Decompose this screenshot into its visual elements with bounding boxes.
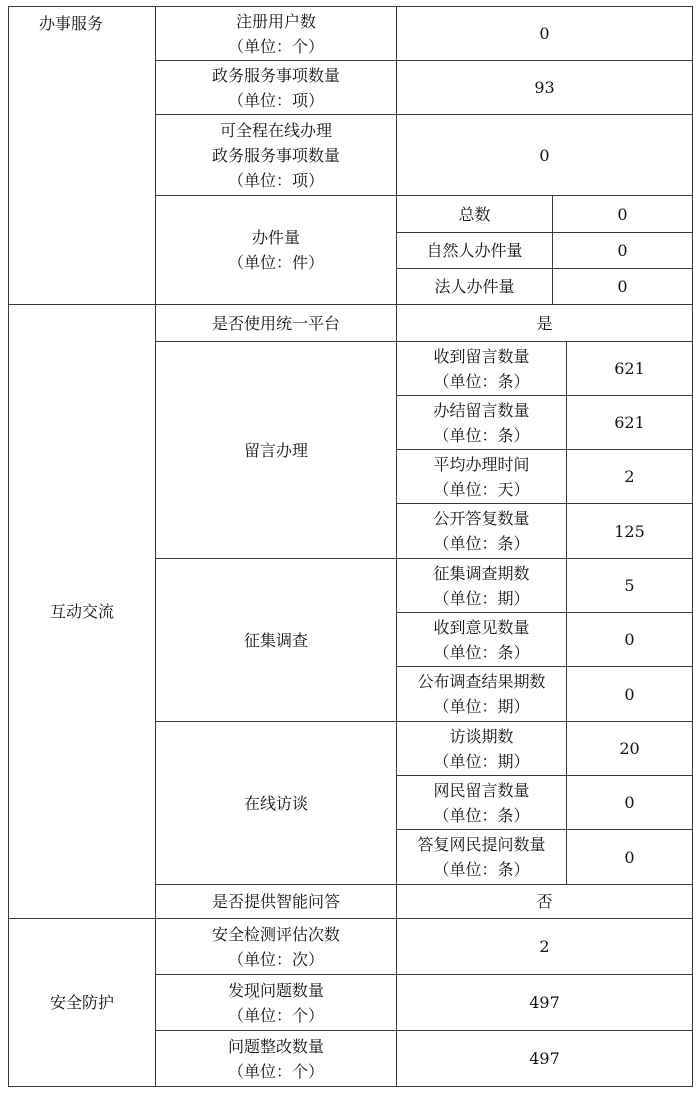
smart-qa-value: 否 xyxy=(396,884,693,919)
interview-group-label: 在线访谈 xyxy=(155,721,397,885)
survey-opinions-label: 收到意见数量 （单位：条） xyxy=(396,612,567,667)
messages-avg-time-label: 平均办理时间 （单位：天） xyxy=(396,449,567,504)
messages-public-replies-label: 公开答复数量 （单位：条） xyxy=(396,503,567,559)
issues-found-value: 497 xyxy=(396,974,693,1031)
gov-service-items-value: 93 xyxy=(396,60,693,115)
case-total-label: 总数 xyxy=(396,195,553,233)
assessments-value: 2 xyxy=(396,918,693,975)
online-full-items-label: 可全程在线办理 政务服务事项数量 （单位：项） xyxy=(155,114,397,196)
case-total-value: 0 xyxy=(552,195,693,233)
messages-received-value: 621 xyxy=(566,341,693,396)
messages-received-label: 收到留言数量 （单位：条） xyxy=(396,341,567,396)
issues-fixed-label: 问题整改数量 （单位：个） xyxy=(155,1030,397,1087)
category-interaction xyxy=(8,304,156,919)
issues-fixed-value: 497 xyxy=(396,1030,693,1087)
survey-opinions-value: 0 xyxy=(566,612,693,667)
case-natural-person-value: 0 xyxy=(552,232,693,269)
registered-users-value: 0 xyxy=(396,6,693,61)
category-label: 互动交流 xyxy=(49,602,114,621)
category-office-service xyxy=(8,6,156,305)
survey-periods-value: 5 xyxy=(566,558,693,613)
category-label: 安全防护 xyxy=(49,993,114,1012)
assessments-label: 安全检测评估次数 （单位：次） xyxy=(155,918,397,975)
category-label: 办事服务 xyxy=(39,14,104,33)
survey-results-value: 0 xyxy=(566,666,693,722)
category-security xyxy=(8,918,156,1087)
interview-answered-label: 答复网民提问数量 （单位：条） xyxy=(396,829,567,885)
issues-found-label: 发现问题数量 （单位：个） xyxy=(155,974,397,1031)
messages-public-replies-value: 125 xyxy=(566,503,693,559)
interview-periods-value: 20 xyxy=(566,721,693,776)
interview-netizen-msgs-value: 0 xyxy=(566,775,693,830)
unified-platform-label: 是否使用统一平台 xyxy=(155,304,397,342)
messages-avg-time-value: 2 xyxy=(566,449,693,504)
registered-users-label: 注册用户数 （单位：个） xyxy=(155,6,397,61)
survey-results-label: 公布调查结果期数 （单位：期） xyxy=(396,666,567,722)
case-legal-person-label: 法人办件量 xyxy=(396,268,553,305)
case-natural-person-label: 自然人办件量 xyxy=(396,232,553,269)
gov-service-items-label: 政务服务事项数量 （单位：项） xyxy=(155,60,397,115)
survey-group-label: 征集调查 xyxy=(155,558,397,722)
messages-concluded-label: 办结留言数量 （单位：条） xyxy=(396,395,567,450)
case-volume-label: 办件量 （单位：件） xyxy=(155,195,397,305)
messages-group-label: 留言办理 xyxy=(155,341,397,559)
survey-periods-label: 征集调查期数 （单位：期） xyxy=(396,558,567,613)
interview-periods-label: 访谈期数 （单位：期） xyxy=(396,721,567,776)
smart-qa-label: 是否提供智能问答 xyxy=(155,884,397,919)
unified-platform-value: 是 xyxy=(396,304,693,342)
online-full-items-value: 0 xyxy=(396,114,693,196)
interview-netizen-msgs-label: 网民留言数量 （单位：条） xyxy=(396,775,567,830)
interview-answered-value: 0 xyxy=(566,829,693,885)
messages-concluded-value: 621 xyxy=(566,395,693,450)
case-legal-person-value: 0 xyxy=(552,268,693,305)
